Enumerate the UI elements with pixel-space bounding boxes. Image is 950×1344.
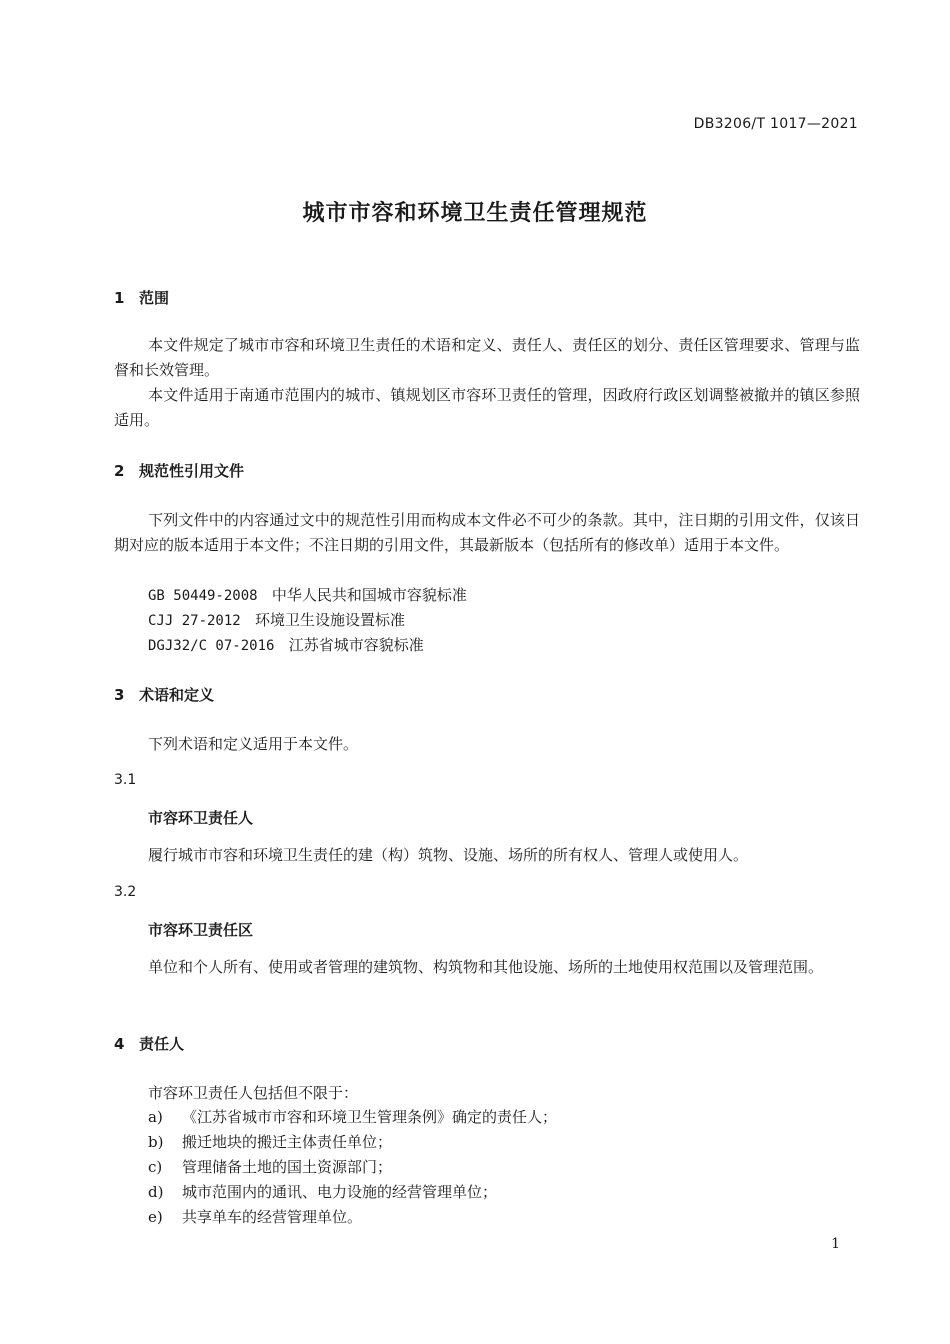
- list-item: [148, 1180, 497, 1205]
- section-3-heading: [114, 684, 214, 705]
- section-title: 术语和定义: [139, 686, 215, 704]
- reference-code: CJJ 27-2012: [148, 613, 241, 629]
- section-1-paragraph-2: 本文件适用于南通市范围内的城市、镇规划区市容环卫责任的管理，因政府行政区划调整被撤并的镇区参照适用。: [114, 386, 860, 429]
- reference-item: [148, 608, 405, 634]
- page-number: 1: [831, 1236, 840, 1252]
- list-item-label: d): [148, 1183, 164, 1201]
- term-definition: 单位和个人所有、使用或者管理的建筑物、构筑物和其他设施、场所的土地使用权范围以及管理范围。: [148, 958, 824, 976]
- section-title: 规范性引用文件: [139, 462, 245, 480]
- section-title: 责任人: [139, 1035, 185, 1053]
- reference-code: GB 50449-2008: [148, 588, 258, 604]
- section-number: 2: [114, 462, 125, 480]
- term-number: 3.1: [114, 772, 137, 788]
- section-title: 范围: [139, 289, 170, 307]
- list-item: [148, 1130, 392, 1155]
- document-title: 城市市容和环境卫生责任管理规范: [302, 201, 648, 226]
- reference-item: [148, 633, 424, 659]
- section-1-heading: [114, 287, 169, 308]
- term-title: 市容环卫责任区: [148, 921, 254, 939]
- reference-name: 中华人民共和国城市容貌标准: [271, 586, 467, 604]
- section-1-paragraph-1: 本文件规定了城市市容和环境卫生责任的术语和定义、责任人、责任区的划分、责任区管理要求、管理与监督和长效管理。: [114, 336, 860, 379]
- list-item: [148, 1205, 362, 1230]
- list-item-label: b): [148, 1133, 164, 1151]
- list-item: [148, 1155, 392, 1180]
- list-item-text: 共享单车的经营管理单位。: [182, 1208, 363, 1226]
- reference-code: DGJ32/C 07-2016: [148, 638, 275, 654]
- term-definition: 履行城市市容和环境卫生责任的建（构）筑物、设施、场所的所有权人、管理人或使用人。: [148, 846, 749, 864]
- list-item-text: 搬迁地块的搬迁主体责任单位；: [182, 1133, 393, 1151]
- reference-item: [148, 583, 467, 609]
- list-item-text: 管理储备土地的国土资源部门；: [182, 1158, 393, 1176]
- list-item-label: e): [148, 1208, 163, 1226]
- section-number: 3: [114, 686, 125, 704]
- list-item-label: a): [148, 1108, 163, 1126]
- list-item: [148, 1105, 557, 1130]
- section-3-intro: 下列术语和定义适用于本文件。: [148, 735, 359, 753]
- reference-name: 江苏省城市容貌标准: [288, 636, 424, 654]
- section-4-heading: [114, 1033, 184, 1054]
- list-item-text: 城市范围内的通讯、电力设施的经营管理单位；: [182, 1183, 498, 1201]
- section-number: 4: [114, 1035, 125, 1053]
- term-title: 市容环卫责任人: [148, 809, 254, 827]
- document-code: DB3206/T 1017—2021: [693, 116, 858, 132]
- list-item-label: c): [148, 1158, 163, 1176]
- section-4-intro: 市容环卫责任人包括但不限于：: [148, 1084, 359, 1102]
- section-number: 1: [114, 289, 125, 307]
- section-2-intro: 下列文件中的内容通过文中的规范性引用而构成本文件必不可少的条款。其中，注日期的引用文件，仅该日期对应的版本适用于本文件；不注日期的引用文件，其最新版本（包括所有的修改单）适用于本文件。: [114, 511, 860, 554]
- reference-name: 环境卫生设施设置标准: [255, 611, 406, 629]
- list-item-text: 《江苏省城市市容和环境卫生管理条例》确定的责任人；: [182, 1108, 558, 1126]
- term-number: 3.2: [114, 884, 137, 900]
- section-2-heading: [114, 460, 244, 481]
